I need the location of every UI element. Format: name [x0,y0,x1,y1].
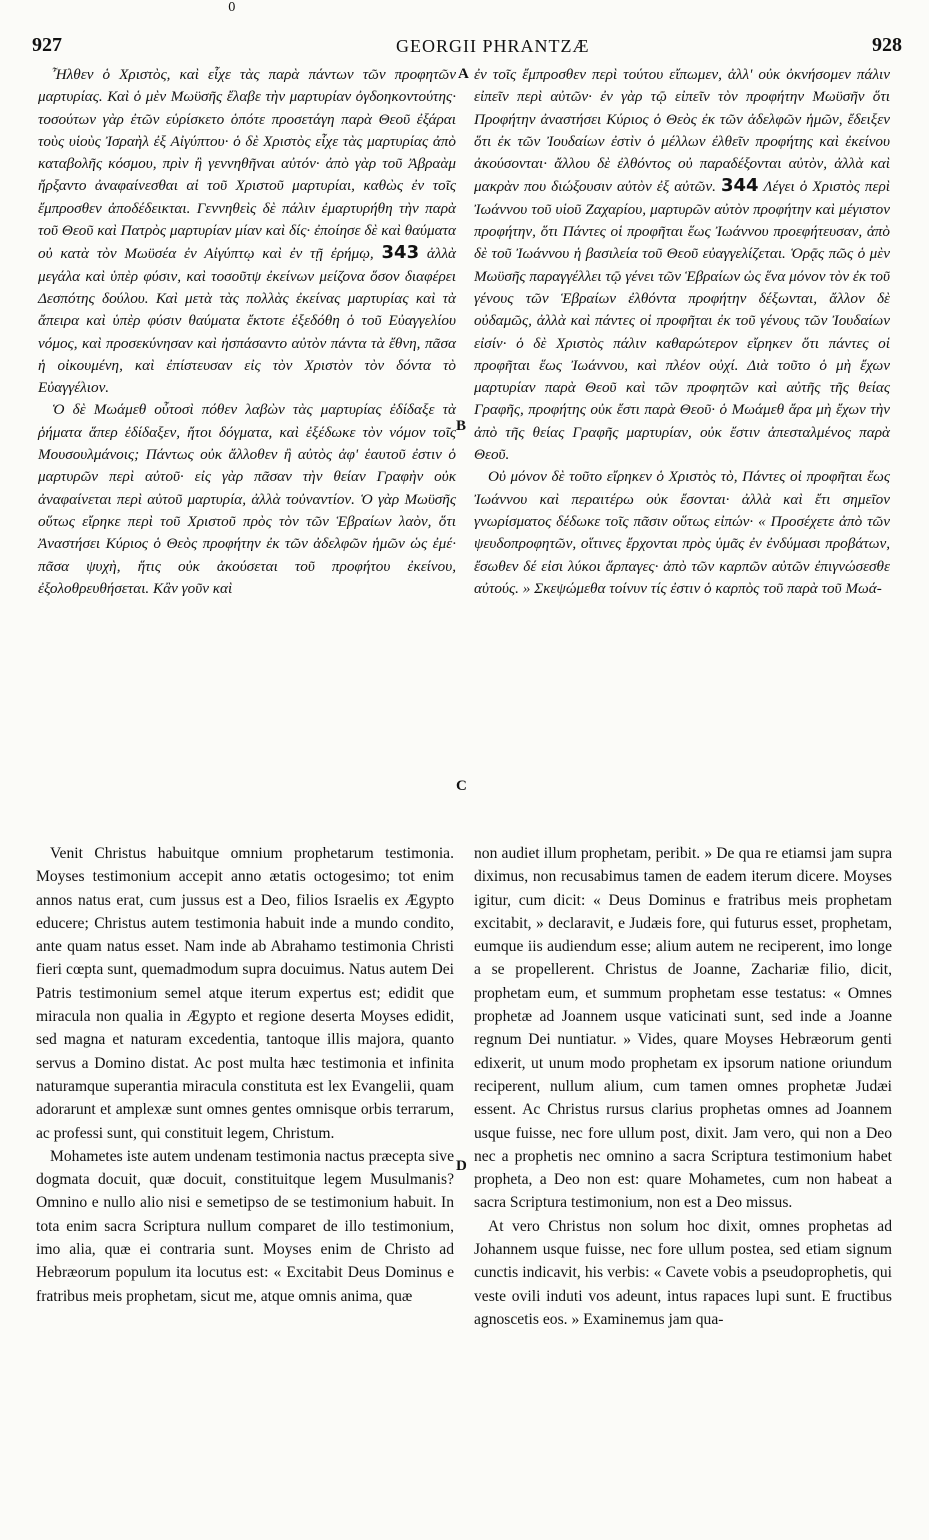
greek-left-paragraph-1 [38,64,456,399]
greek-left-paragraph-2: Ὁ δὲ Μωάμεθ οὗτοσὶ πόθεν λαβὼν τὰς μαρτυρίας ἐδίδαξε τὰ ῥήματα ἅπερ ἐδίδαξεν, ἤτοι δόγματα, καὶ ἐξέδωκε τὸν νόμον τοῖς Μουσουλμάνοις; Πάντως οὐκ ἄλλοθεν ἢ αὐτὸς ἀφ' ἑαυτοῦ ἐστιν ὁ μαρτυρῶν περὶ αὐτοῦ· εἰς γὰρ πᾶσαν τὴν θείαν Γραφὴν οὐκ ἀναφαίνεται περὶ αὐτοῦ μαρτυρία, ἀλλὰ τοὐναντίον. Ὁ γὰρ Μωϋσῆς οὕτως εἴρηκε περὶ τοῦ Χριστοῦ πρὸς τὸν τῶν Ἑβραίων λαὸν, ὅτι Ἀναστήσει Κύριος ὁ Θεὸς προφήτην ἐκ τῶν ἀδελφῶν ἡμῶν ὡς ἐμέ· πᾶσα ψυχὴ, ἥτις οὐκ ἀκούσεται τοῦ προφήτου ἐκείνου, ἐξολοθρευθήσεται. Κἂν γοῦν καὶ [38,401,456,597]
greek-right-paragraph-2: Οὐ μόνον δὲ τοῦτο εἴρηκεν ὁ Χριστὸς τὸ, Πάντες οἱ προφῆται ἕως Ἰωάννου καὶ περαιτέρω οὐκ ἔσονται· ἀλλὰ καὶ ἔτι σημεῖον γνωρίσματος δέδωκε τοῖς πᾶσιν οὕτως εἰπών· « Προσέχετε ἀπὸ τῶν ψευδοπροφητῶν, οἵτινες ἔρχονται πρὸς ὑμᾶς ἐν ἐνδύμασι προβάτων, ἔσωθεν δέ εἰσι λύκοι ἅρπαγες· ἀπὸ τῶν καρπῶν αὐτῶν ἐπιγνώσεσθε αὐτούς. » Σκεψώμεθα τοίνυν τίς ἐστιν ὁ καρπὸς τοῦ παρὰ τοῦ Μωά- [474,468,890,597]
section-number-344: 344 [720,175,759,197]
margin-marker-b: B [456,418,467,434]
latin-left-paragraph-2: Mohametes iste autem undenam testimonia nactus præcepta sive dogmata docuit, quæ docuit, constituitque legem Musulmanis? Omnino e nullo alio nisi e semetipso de se testimonium habuit. In tota enim sacra Scriptura nullum comparet de illo testimonium, imo alia, quæ ei contraria sunt. Moyses enim de Christo ad Hebræorum populum ita locutus est: « Excitabit Deus Dominus e fratribus meis prophetam, sicut me, atque omnis anima, quæ [36,1147,454,1305]
greek-right-paragraph-1 [474,64,890,466]
page-number-right: 928 [872,34,902,56]
section-number-343: 343 [381,242,420,264]
margin-marker-a: A [458,66,469,82]
latin-column-right [474,842,892,1522]
running-title: GEORGII PHRANTZÆ [396,36,590,56]
latin-right-paragraph-1: non audiet illum prophetam, peribit. » De qua re etiamsi jam supra diximus, non recusabimus tamen de eadem iterum dicere. Moyses igitur, cum dicit: « Deus Dominus e fratribus meis prophetam excitabit, » declaravit, e Judæis fore, qui futurus esset, prophetam, eumque iis audiendum esse; alium autem ne reciperent, imo longe a se propellerent. Christus de Joanne, Zachariæ filio, dicit, prophetam eum, et summum prophetam esse testatus: « Omnes prophetæ ad Joannem usque vaticinati sunt, sed inde a Joanne regnum Dei nuntiatur. » Vides, quare Moyses Hebræorum genti edixerit, ut unum modo prophetam ex ipsorum natione oriundum reciperent, nullum alium, cum tamen omnes prophetæ Judæi essent. Ac Christus rursus clarius prophetas omnes ad Joannem usque fuisse, nec fore ullum post, dixit. Jam vero, qui non a Deo nec a prophetis nec omnino a sacra Scriptura testimonium habet propheta, a Deo non est: quare Mohametes, cum non habeat a sacra Scriptura testimonium, non est a Deo missus. [474,845,892,1212]
page-header [28,34,904,60]
greek-left-text-1b: ἀλλὰ μεγάλα καὶ ὑπὲρ φύσιν, καὶ τοσοῦτψ ἐκείνων μείζονα ὅσον διαφέρει Δεσπότης δούλου. Καὶ μετὰ τὰς πολλὰς ἐκείνας μαρτυρίας καὶ τὰ ἄπειρα καὶ ὑπὲρ φύσιν θαύματα ἔκτοτε ἐξεδόθη ὁ τοῦ Εὐαγγελίου νόμος, καὶ προσεκύνησαν καὶ ἠσπάσαντο αὐτὸν πάντα τὰ ἔθνη, πᾶσα ἡ οἰκουμένη, καὶ ἐπίστευσαν εἰς τὸν Χριστὸν τὸν δόντα τὸ Εὐαγγέλιον. [38,245,456,397]
margin-marker-d: D [456,1158,467,1174]
latin-right-paragraph-2: At vero Christus non solum hoc dixit, omnes prophetas ad Johannem usque fuisse, nec fore ullum postea, sed etiam signum cunctis indicavit, his verbis: « Cavete vobis a pseudoprophetis, qui veste ovili induti vos adeunt, intus rapaces lupi sunt. E fructibus agnoscetis eos. » Examinemus jam qua- [474,1217,892,1328]
latin-left-paragraph-1: Venit Christus habuitque omnium prophetarum testimonia. Moyses testimonium accepit anno ætatis octogesimo; tot enim annos natus erat, cum jussus est a Deo, filios Israelis ex Ægypto educere; Christus autem testimonia habuit inde a mundo condito, ante quam natus esset. Nam inde ab Abrahamo testimonia Christi fieri cœpta sunt, quemadmodum supra docuimus. Natus autem Dei Patris testimonium semel atque iterum expertus est; edidit que miracula non qualia in Ægypto et regione deserta Moyses edidit, sed magna et naturam excedentia, tantoque illis majora, quanto servus a Domino distat. Ac post multa hæc testimonia et infinita naturamque superantia miracula constituta est lex Evangelii, quam adorarunt et amplexæ sunt omnes gentes omnisque orbis terrarum, ac professi sunt, qui constituit legem, Christum. [36,845,454,1142]
greek-right-text-1a: ἐν τοῖς ἔμπροσθεν περὶ τούτου εἴπωμεν, ἀλλ' οὐκ ὀκνήσομεν πάλιν εἰπεῖν περὶ αὐτῶν· ἐν γὰρ τῷ εἰπεῖν τὸν προφήτην Μωϋσῆν ὅτι Προφήτην ἀναστήσει Κύριος ὁ Θεὸς ἐκ τῶν ἀδελφῶν ἡμῶν, ἔδειξεν ὅτι ἐκ τῶν Ἰουδαίων ἐστὶν ὁ μέλλων ἐλθεῖν προφήτης καὶ ἐκείνου ἀκούσονται· ἄλλου δὲ ἐλθόντος οὐ παραδέξονται αὐτὸν, ἀλλὰ καὶ μακρὰν που διώξουσιν αὐτὸν ἐξ αὐτῶν. [474,66,890,196]
greek-column-right [474,64,890,854]
margin-marker-c: C [456,778,467,794]
greek-left-text-1a: Ἦλθεν ὁ Χριστὸς, καὶ εἶχε τὰς παρὰ πάντων τῶν προφητῶν μαρτυρίας. Καὶ ὁ μὲν Μωϋσῆς ἔλαβε τὴν μαρτυρίαν ὀγδοηκοντούτης· τοσούτων γὰρ ἐτῶν εὑρίσκετο ὁπότε προσετάγη παρὰ Θεοῦ ἐξάραι τοὺς υἱοὺς Ἰσραὴλ ἐξ Αἰγύπτου· ὁ δὲ Χριστὸς εἶχε τὰς μαρτυρίας ἀπὸ καταβολῆς κόσμου, πρὶν ἢ γεννηθῆναι αὐτόν· ἀπὸ γὰρ τοῦ Ἀβραὰμ ἤρξαντο ἀναφαίνεσθαι αἱ τοῦ Χριστοῦ μαρτυρίαι, καθὼς ἐν τοῖς ἔμπροσθεν ἀποδέδεικται. Γεννηθεὶς δὲ πάλιν ἐμαρτυρήθη τὴν παρὰ τοῦ Θεοῦ καὶ Πατρὸς μαρτυρίαν μίαν καὶ δίς· ἐποίησε δὲ καὶ θαύματα οὐ κατὰ τὸν Μωϋσέα ἐν Αἰγύπτῳ καὶ ἐν τῇ ἐρήμῳ, [38,66,456,263]
latin-column-left [36,842,454,1522]
page-number-left: 927 [32,34,62,56]
top-mark: 0 [228,0,236,14]
greek-right-text-1b: Λέγει ὁ Χριστὸς περὶ Ἰωάννου τοῦ υἱοῦ Ζαχαρίου, μαρτυρῶν αὐτὸν προφήτην καὶ μέγιστον προφήτην, ὅτι Πάντες οἱ προφῆται ἕως Ἰωάννου προεφήτευσαν, ἀπὸ δὲ τοῦ Ἰωάννου ἡ βασιλεία τοῦ Θεοῦ εὐαγγελίζεται. Ὁρᾷς πῶς ὁ μὲν Μωϋσῆς παραγγέλλει τῷ γένει τῶν Ἑβραίων ὡς ἕνα μόνον τὸν ἐκ τοῦ γένους τῶν Ἑβραίων ἐλθόντα προφήτην δέξωνται, ἄλλον δὲ οὐδαμῶς, ἀλλὰ καὶ πάντες οἱ προφῆται ἐκ τοῦ γένους τῶν Ἰουδαίων εἰσίν· ὁ δὲ Χριστὸς πάλιν καθαρώτερον εἴρηκεν ὅτι πάντες οἱ προφῆται ἕως Ἰωάννου, καὶ πλέον οὐχί. Διὰ τοῦτο ὁ μὴ ἔχων μαρτυρίαν παρὰ Θεοῦ καὶ τῶν προφητῶν καὶ αὐτῆς τῆς θείας Γραφῆς, προφήτης οὐκ ἔστι παρὰ Θεοῦ· ὁ Μωάμεθ ἄρα μὴ ἔχων τὴν ἀπὸ τῆς θείας Γραφῆς μαρτυρίαν, οὐκ ἔστιν ἀπεσταλμένος παρὰ Θεοῦ. [474,178,891,464]
greek-column-left [38,64,456,854]
